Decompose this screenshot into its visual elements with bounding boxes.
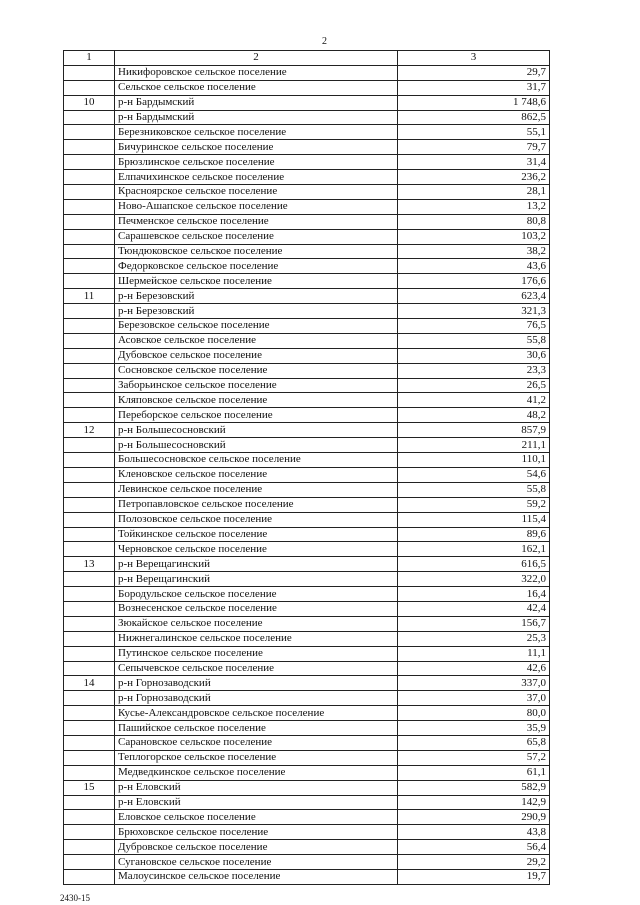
row-value-cell: 19,7 [398,869,550,884]
row-value-cell: 103,2 [398,229,550,244]
table-row [64,691,550,706]
row-number-cell [64,319,115,334]
row-number-cell: 15 [64,780,115,795]
row-name-cell: Дубовское сельское поселение [115,348,398,363]
table-row [64,438,550,453]
row-name-cell: Дубровское сельское поселение [115,840,398,855]
row-name-cell: Брюховское сельское поселение [115,825,398,840]
row-number-cell [64,378,115,393]
row-name-cell: р-н Большесосновский [115,423,398,438]
table-row [64,170,550,185]
row-number-cell [64,542,115,557]
row-number-cell [64,616,115,631]
row-name-cell: р-н Верещагинский [115,572,398,587]
table-row [64,512,550,527]
row-number-cell [64,735,115,750]
row-value-cell: 89,6 [398,527,550,542]
row-name-cell: Черновское сельское поселение [115,542,398,557]
row-value-cell: 582,9 [398,780,550,795]
table-row [64,542,550,557]
row-name-cell: Елпачихинское сельское поселение [115,170,398,185]
row-number-cell [64,110,115,125]
row-value-cell: 37,0 [398,691,550,706]
row-number-cell [64,333,115,348]
row-number-cell [64,721,115,736]
row-value-cell: 23,3 [398,363,550,378]
row-number-cell: 12 [64,423,115,438]
row-value-cell: 322,0 [398,572,550,587]
row-value-cell: 176,6 [398,274,550,289]
row-name-cell: Петропавловское сельское поселение [115,497,398,512]
row-value-cell: 110,1 [398,453,550,468]
document-code: 2430-15 [60,893,90,903]
row-number-cell [64,527,115,542]
row-name-cell: Медведкинское сельское поселение [115,765,398,780]
table-row [64,810,550,825]
table-row [64,423,550,438]
row-value-cell: 28,1 [398,185,550,200]
row-number-cell [64,765,115,780]
row-name-cell: р-н Верещагинский [115,557,398,572]
table-row [64,840,550,855]
row-name-cell: Березовское сельское поселение [115,319,398,334]
row-number-cell [64,65,115,80]
row-value-cell: 43,8 [398,825,550,840]
row-value-cell: 59,2 [398,497,550,512]
row-number-cell: 14 [64,676,115,691]
row-value-cell: 54,6 [398,467,550,482]
row-value-cell: 162,1 [398,542,550,557]
row-value-cell: 156,7 [398,616,550,631]
row-value-cell: 80,0 [398,706,550,721]
row-value-cell: 623,4 [398,289,550,304]
table-row [64,259,550,274]
row-name-cell: р-н Еловский [115,780,398,795]
row-value-cell: 31,7 [398,80,550,95]
row-name-cell: Никифоровское сельское поселение [115,65,398,80]
table-row [64,572,550,587]
row-number-cell [64,125,115,140]
table-row [64,289,550,304]
row-value-cell: 1 748,6 [398,95,550,110]
row-number-cell [64,631,115,646]
row-number-cell: 11 [64,289,115,304]
row-value-cell: 236,2 [398,170,550,185]
row-number-cell: 13 [64,557,115,572]
row-number-cell [64,304,115,319]
row-name-cell: Сосновское сельское поселение [115,363,398,378]
row-value-cell: 29,7 [398,65,550,80]
row-name-cell: Сарашевское сельское поселение [115,229,398,244]
row-number-cell [64,587,115,602]
row-name-cell: р-н Бардымский [115,110,398,125]
row-number-cell [64,482,115,497]
row-number-cell [64,408,115,423]
row-number-cell [64,170,115,185]
row-name-cell: Путинское сельское поселение [115,646,398,661]
table-row [64,482,550,497]
table-row [64,453,550,468]
table-row [64,661,550,676]
row-number-cell [64,244,115,259]
row-number-cell [64,795,115,810]
row-value-cell: 61,1 [398,765,550,780]
row-number-cell [64,810,115,825]
table-row [64,587,550,602]
table-row [64,155,550,170]
table-row [64,348,550,363]
row-name-cell: Березниковское сельское поселение [115,125,398,140]
row-name-cell: Еловское сельское поселение [115,810,398,825]
row-number-cell [64,750,115,765]
table-row [64,869,550,884]
row-value-cell: 616,5 [398,557,550,572]
row-name-cell: Вознесенское сельское поселение [115,601,398,616]
row-name-cell: Печменское сельское поселение [115,214,398,229]
table-row [64,110,550,125]
table-row [64,319,550,334]
row-number-cell [64,467,115,482]
row-value-cell: 290,9 [398,810,550,825]
table-row [64,706,550,721]
row-number-cell [64,140,115,155]
table-row [64,274,550,289]
table-row [64,735,550,750]
table-row [64,557,550,572]
row-value-cell: 38,2 [398,244,550,259]
table-row [64,721,550,736]
row-number-cell [64,661,115,676]
table-row [64,780,550,795]
table-row [64,199,550,214]
row-name-cell: Переборское сельское поселение [115,408,398,423]
row-name-cell: Брюзлинское сельское поселение [115,155,398,170]
row-name-cell: Федорковское сельское поселение [115,259,398,274]
row-name-cell: р-н Большесосновский [115,438,398,453]
row-number-cell [64,259,115,274]
row-value-cell: 142,9 [398,795,550,810]
row-name-cell: Полозовское сельское поселение [115,512,398,527]
row-number-cell [64,214,115,229]
row-number-cell [64,601,115,616]
row-number-cell [64,825,115,840]
row-value-cell: 337,0 [398,676,550,691]
row-value-cell: 48,2 [398,408,550,423]
table-row [64,795,550,810]
row-value-cell: 29,2 [398,855,550,870]
table-row [64,185,550,200]
row-name-cell: Кляповское сельское поселение [115,393,398,408]
table-row [64,140,550,155]
row-value-cell: 16,4 [398,587,550,602]
table-row [64,467,550,482]
row-number-cell [64,512,115,527]
table-row [64,855,550,870]
row-value-cell: 857,9 [398,423,550,438]
row-value-cell: 30,6 [398,348,550,363]
table-row [64,333,550,348]
table-row [64,601,550,616]
table-row [64,80,550,95]
table-row [64,646,550,661]
column-header-1: 1 [64,51,115,66]
table-row [64,95,550,110]
row-number-cell [64,840,115,855]
row-name-cell: Бородульское сельское поселение [115,587,398,602]
row-value-cell: 65,8 [398,735,550,750]
row-value-cell: 321,3 [398,304,550,319]
table-row [64,825,550,840]
row-name-cell: Нижнегалинское сельское поселение [115,631,398,646]
row-name-cell: Кусье-Александровское сельское поселение [115,706,398,721]
row-number-cell [64,855,115,870]
row-name-cell: Тюндюковское сельское поселение [115,244,398,259]
table-row [64,65,550,80]
row-name-cell: р-н Горнозаводский [115,691,398,706]
table-row [64,378,550,393]
row-value-cell: 42,6 [398,661,550,676]
row-number-cell [64,453,115,468]
row-name-cell: Теплогорское сельское поселение [115,750,398,765]
table-row [64,527,550,542]
row-name-cell: Бичуринское сельское поселение [115,140,398,155]
row-number-cell [64,363,115,378]
row-value-cell: 26,5 [398,378,550,393]
row-name-cell: р-н Еловский [115,795,398,810]
row-number-cell [64,229,115,244]
column-header-2: 2 [115,51,398,66]
row-name-cell: Ново-Ашапское сельское поселение [115,199,398,214]
table-row [64,393,550,408]
row-value-cell: 79,7 [398,140,550,155]
row-name-cell: Тойкинское сельское поселение [115,527,398,542]
row-name-cell: р-н Березовский [115,304,398,319]
row-number-cell [64,80,115,95]
table-row [64,125,550,140]
row-number-cell [64,438,115,453]
row-value-cell: 57,2 [398,750,550,765]
table-row [64,214,550,229]
table-row [64,750,550,765]
table-row [64,363,550,378]
column-header-3: 3 [398,51,550,66]
row-name-cell: р-н Горнозаводский [115,676,398,691]
row-value-cell: 55,8 [398,482,550,497]
row-name-cell: Красноярское сельское поселение [115,185,398,200]
row-value-cell: 80,8 [398,214,550,229]
row-number-cell [64,393,115,408]
row-number-cell [64,155,115,170]
table-row [64,244,550,259]
row-value-cell: 13,2 [398,199,550,214]
row-value-cell: 55,8 [398,333,550,348]
row-name-cell: Сепычевское сельское поселение [115,661,398,676]
row-number-cell [64,572,115,587]
row-number-cell [64,646,115,661]
table-row [64,408,550,423]
row-number-cell [64,199,115,214]
row-value-cell: 35,9 [398,721,550,736]
row-name-cell: Сельское сельское поселение [115,80,398,95]
row-name-cell: р-н Березовский [115,289,398,304]
row-name-cell: Левинское сельское поселение [115,482,398,497]
row-name-cell: Малоусинское сельское поселение [115,869,398,884]
row-value-cell: 56,4 [398,840,550,855]
row-value-cell: 211,1 [398,438,550,453]
row-number-cell [64,691,115,706]
row-value-cell: 115,4 [398,512,550,527]
table-header-row [64,51,550,66]
table-row [64,229,550,244]
row-value-cell: 55,1 [398,125,550,140]
row-name-cell: Сугановское сельское поселение [115,855,398,870]
row-value-cell: 25,3 [398,631,550,646]
page-number: 2 [322,36,327,47]
row-value-cell: 42,4 [398,601,550,616]
row-name-cell: Шермейское сельское поселение [115,274,398,289]
row-value-cell: 11,1 [398,646,550,661]
row-value-cell: 862,5 [398,110,550,125]
row-value-cell: 31,4 [398,155,550,170]
row-name-cell: Зюкайское сельское поселение [115,616,398,631]
row-number-cell [64,869,115,884]
row-number-cell: 10 [64,95,115,110]
row-name-cell: р-н Бардымский [115,95,398,110]
row-number-cell [64,185,115,200]
table-row [64,631,550,646]
row-value-cell: 41,2 [398,393,550,408]
row-name-cell: Большесосновское сельское поселение [115,453,398,468]
allocation-table [63,50,550,885]
row-name-cell: Пашийское сельское поселение [115,721,398,736]
table-row [64,497,550,512]
row-value-cell: 76,5 [398,319,550,334]
row-number-cell [64,348,115,363]
row-value-cell: 43,6 [398,259,550,274]
table-row [64,616,550,631]
row-number-cell [64,274,115,289]
row-number-cell [64,706,115,721]
row-number-cell [64,497,115,512]
row-name-cell: Заборьинское сельское поселение [115,378,398,393]
table-row [64,304,550,319]
table-row [64,676,550,691]
row-name-cell: Асовское сельское поселение [115,333,398,348]
row-name-cell: Сарановское сельское поселение [115,735,398,750]
table-row [64,765,550,780]
row-name-cell: Кленовское сельское поселение [115,467,398,482]
